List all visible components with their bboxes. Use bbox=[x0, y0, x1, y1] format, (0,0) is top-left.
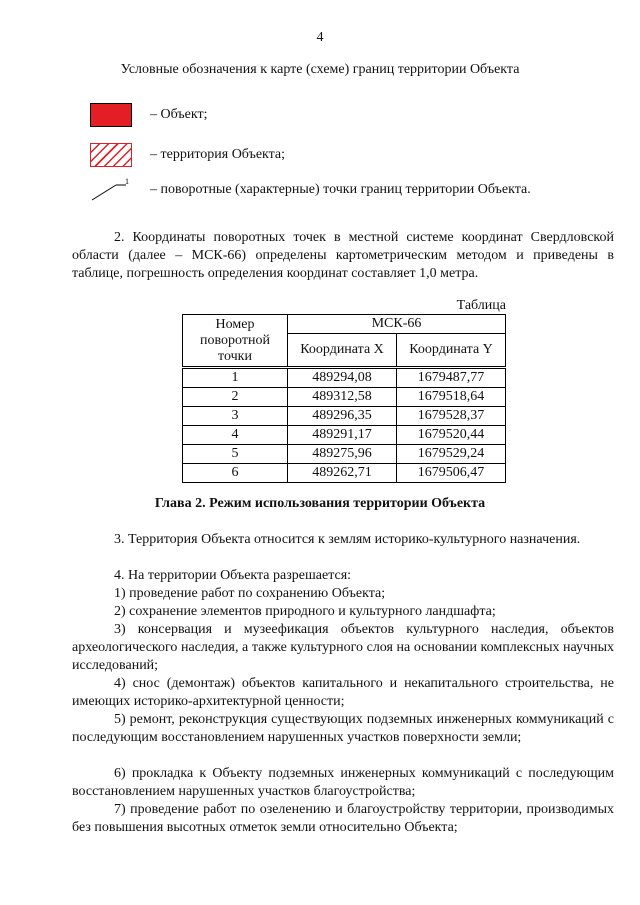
legend-label-object: – Объект; bbox=[150, 107, 208, 122]
table-row bbox=[183, 445, 506, 464]
coordinate-x-cell: 489294,08 bbox=[288, 368, 397, 388]
legend-item-turning-point bbox=[90, 178, 531, 202]
coordinate-x-cell: 489275,96 bbox=[288, 445, 397, 464]
point-number-cell: 6 bbox=[183, 464, 288, 483]
object-symbol-icon bbox=[90, 103, 132, 127]
page-number: 4 bbox=[316, 30, 324, 45]
table-row bbox=[183, 426, 506, 445]
coordinate-x-cell: 489312,58 bbox=[288, 388, 397, 407]
turning-point-icon bbox=[90, 178, 132, 202]
coordinate-y-cell: 1679518,64 bbox=[397, 388, 506, 407]
list-item-4: 4) снос (демонтаж) объектов капитального и некапитального строительства, не имеющих историко-архитектурной ценности; bbox=[72, 676, 614, 709]
coordinate-x-cell: 489291,17 bbox=[288, 426, 397, 445]
point-number-cell: 1 bbox=[183, 368, 288, 388]
table-row bbox=[183, 407, 506, 426]
list-item-6: 6) прокладка к Объекту подземных инженерных коммуникаций с последующим восстановлением нарушенных участков благоустройства; bbox=[72, 766, 614, 799]
point-number-cell: 4 bbox=[183, 426, 288, 445]
table-caption: Таблица bbox=[456, 298, 506, 313]
coordinate-y-cell: 1679487,77 bbox=[397, 368, 506, 388]
header-point-number: Номер поворотной точки bbox=[183, 315, 288, 368]
coordinate-y-cell: 1679506,47 bbox=[397, 464, 506, 483]
list-item-5: 5) ремонт, реконструкция существующих подземных инженерных коммуникаций с последующим восстановлением нарушенных участков поверхности земли; bbox=[72, 712, 614, 745]
header-coordinate-system: МСК-66 bbox=[288, 315, 506, 334]
coordinate-y-cell: 1679528,37 bbox=[397, 407, 506, 426]
turning-point-marker: 1 bbox=[125, 178, 129, 186]
chapter-title: Глава 2. Режим использования территории Объекта bbox=[154, 496, 486, 511]
table-row bbox=[183, 388, 506, 407]
list-item-3: 3) консервация и музеефикация объектов культурного наследия, объектов археологического наследия, а также культурного слоя на основании комплексных научных исследований; bbox=[72, 622, 614, 673]
legend-label-turning-point: – поворотные (характерные) точки границ территории Объекта. bbox=[150, 182, 531, 197]
point-number-cell: 2 bbox=[183, 388, 288, 407]
coordinate-x-cell: 489262,71 bbox=[288, 464, 397, 483]
intro-paragraph: 2. Координаты поворотных точек в местной системе координат Свердловской области (далее – МСК-66) определены картометрическим методом и приведены в таблице, погрешность определения координат составляет 1,0 метра. bbox=[72, 230, 614, 281]
point-number-cell: 3 bbox=[183, 407, 288, 426]
coordinates-table bbox=[182, 314, 506, 483]
header-coordinate-y: Координата Y bbox=[397, 334, 506, 368]
paragraph-3: 3. Территория Объекта относится к землям историко-культурного назначения. bbox=[114, 532, 581, 547]
header-coordinate-x: Координата X bbox=[288, 334, 397, 368]
list-item-7: 7) проведение работ по озеленению и благоустройству территории, производимых без повышения высотных отметок земли относительно Объекта; bbox=[72, 802, 614, 835]
coordinate-y-cell: 1679529,24 bbox=[397, 445, 506, 464]
coordinate-x-cell: 489296,35 bbox=[288, 407, 397, 426]
list-item-2: 2) сохранение элементов природного и культурного ландшафта; bbox=[114, 604, 496, 619]
legend-item-territory bbox=[90, 143, 285, 167]
paragraph-4: 4. На территории Объекта разрешается: bbox=[114, 568, 352, 583]
table-row bbox=[183, 368, 506, 388]
table-row bbox=[183, 464, 506, 483]
legend-item-object bbox=[90, 103, 207, 127]
coordinate-y-cell: 1679520,44 bbox=[397, 426, 506, 445]
territory-hatch-icon bbox=[90, 143, 132, 167]
legend-label-territory: – территория Объекта; bbox=[150, 147, 286, 162]
point-number-cell: 5 bbox=[183, 445, 288, 464]
list-item-1: 1) проведение работ по сохранению Объекта; bbox=[114, 586, 386, 601]
legend-title: Условные обозначения к карте (схеме) границ территории Объекта bbox=[120, 62, 520, 77]
